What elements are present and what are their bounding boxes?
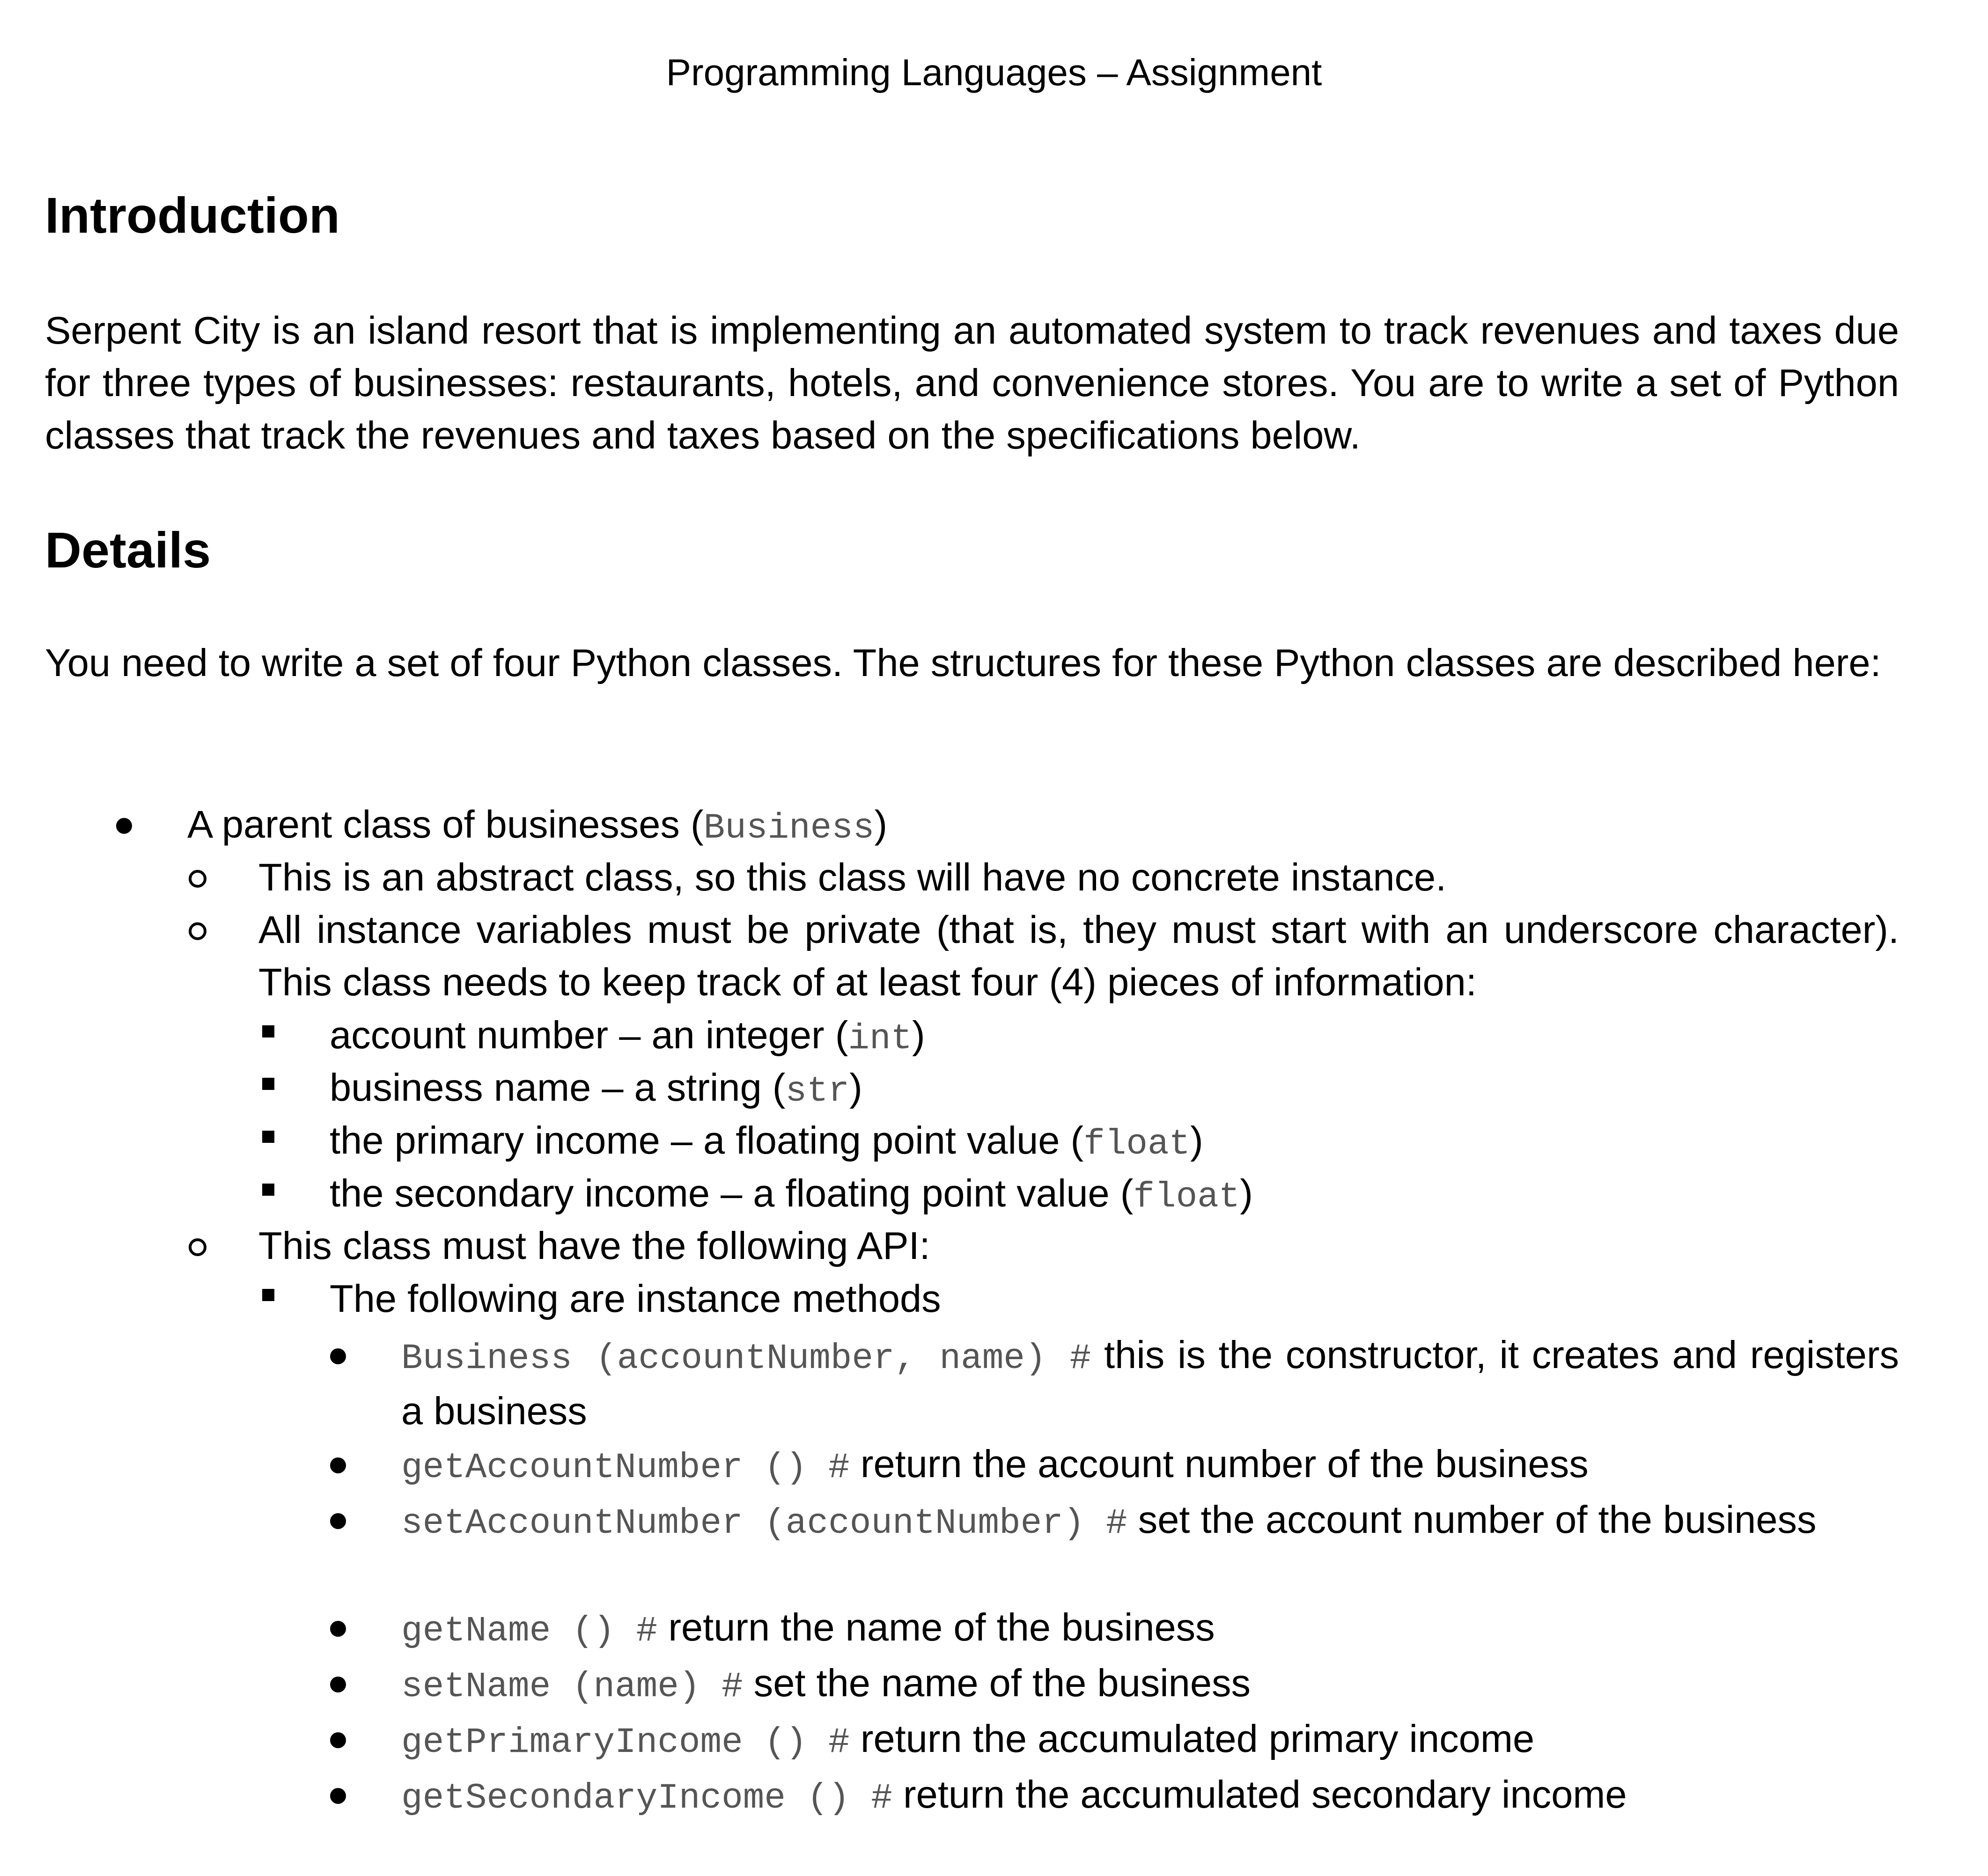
field-text: the primary income – a floating point value ( [330, 1118, 1084, 1162]
method-item [401, 1601, 1215, 1657]
field-item [330, 1009, 925, 1065]
square-bullet-icon [262, 1184, 274, 1196]
square-bullet-icon [262, 1289, 274, 1301]
method-code: getPrimaryIncome () # [401, 1722, 850, 1763]
field-text: account number – an integer ( [330, 1013, 848, 1057]
field-code: int [848, 1019, 913, 1059]
method-code: setName (name) # [401, 1667, 743, 1707]
details-heading: Details [45, 522, 211, 578]
method-code: getName () # [401, 1611, 658, 1651]
field-item [330, 1061, 862, 1118]
bullet-icon [330, 1457, 346, 1473]
instance-methods-label: The following are instance methods [330, 1277, 941, 1320]
bullet-icon [330, 1732, 346, 1748]
method-description: set the name of the business [743, 1661, 1251, 1705]
introduction-heading: Introduction [45, 187, 340, 243]
field-item [330, 1167, 1253, 1223]
method-code: setAccountNumber (accountNumber) # [401, 1503, 1127, 1544]
method-item [401, 1493, 1899, 1550]
bullet-icon [330, 1513, 346, 1529]
method-item [401, 1329, 1899, 1437]
method-code: Business (accountNumber, name) # [401, 1339, 1091, 1379]
method-description: return the accumulated secondary income [892, 1773, 1627, 1816]
method-item [401, 1768, 1627, 1825]
method-item [401, 1438, 1589, 1494]
method-description: this is the constructor, it creates and registers a business [401, 1333, 1899, 1433]
square-bullet-icon [262, 1131, 274, 1143]
circle-bullet-icon [189, 922, 206, 940]
circle-bullet-icon [189, 870, 206, 888]
method-description: return the account number of the business [849, 1442, 1589, 1486]
method-item [401, 1657, 1251, 1713]
field-close: ) [849, 1066, 862, 1109]
private-note: All instance variables must be private (that is, they must start with an underscore character). This class needs to keep track of at least four (4) pieces of information: [258, 908, 1899, 1004]
method-code: getAccountNumber () # [401, 1448, 850, 1488]
abstract-note: This is an abstract class, so this class will have no concrete instance. [258, 855, 1447, 899]
field-close: ) [912, 1013, 925, 1057]
field-code: str [785, 1071, 850, 1111]
parent-class-close: ) [874, 802, 888, 846]
method-code: getSecondaryIncome () # [401, 1778, 892, 1818]
parent-class-item [187, 798, 887, 854]
api-note: This class must have the following API: [258, 1224, 930, 1267]
details-paragraph: You need to write a set of four Python classes. The structures for these Python classes are described here: [45, 641, 1881, 684]
document-title: Programming Languages – Assignment [666, 51, 1322, 93]
field-item [330, 1114, 1203, 1170]
square-bullet-icon [262, 1025, 274, 1037]
field-close: ) [1190, 1118, 1203, 1162]
bullet-icon [330, 1677, 346, 1692]
square-bullet-icon [262, 1078, 274, 1090]
method-description: return the name of the business [657, 1605, 1215, 1649]
introduction-paragraph: Serpent City is an island resort that is implementing an automated system to track revenues and taxes due for three types of businesses: restaurants, hotels, and convenience stores. You are to write a set of Python classes that track the revenues and taxes based on the specifications below. [45, 309, 1899, 457]
field-close: ) [1240, 1171, 1253, 1215]
bullet-icon [330, 1788, 346, 1804]
bullet-icon [330, 1621, 346, 1637]
circle-bullet-icon [189, 1238, 206, 1256]
field-text: business name – a string ( [330, 1066, 786, 1109]
bullet-icon [330, 1348, 346, 1364]
field-text: the secondary income – a floating point value ( [330, 1171, 1134, 1215]
method-description: return the accumulated primary income [849, 1717, 1535, 1760]
method-description: set the account number of the business [1127, 1498, 1817, 1541]
method-item [401, 1713, 1534, 1769]
field-code: float [1133, 1177, 1240, 1217]
field-code: float [1083, 1124, 1191, 1164]
bullet-icon [116, 818, 132, 834]
parent-class-text: A parent class of businesses ( [187, 802, 704, 846]
parent-class-code: Business [703, 808, 875, 848]
